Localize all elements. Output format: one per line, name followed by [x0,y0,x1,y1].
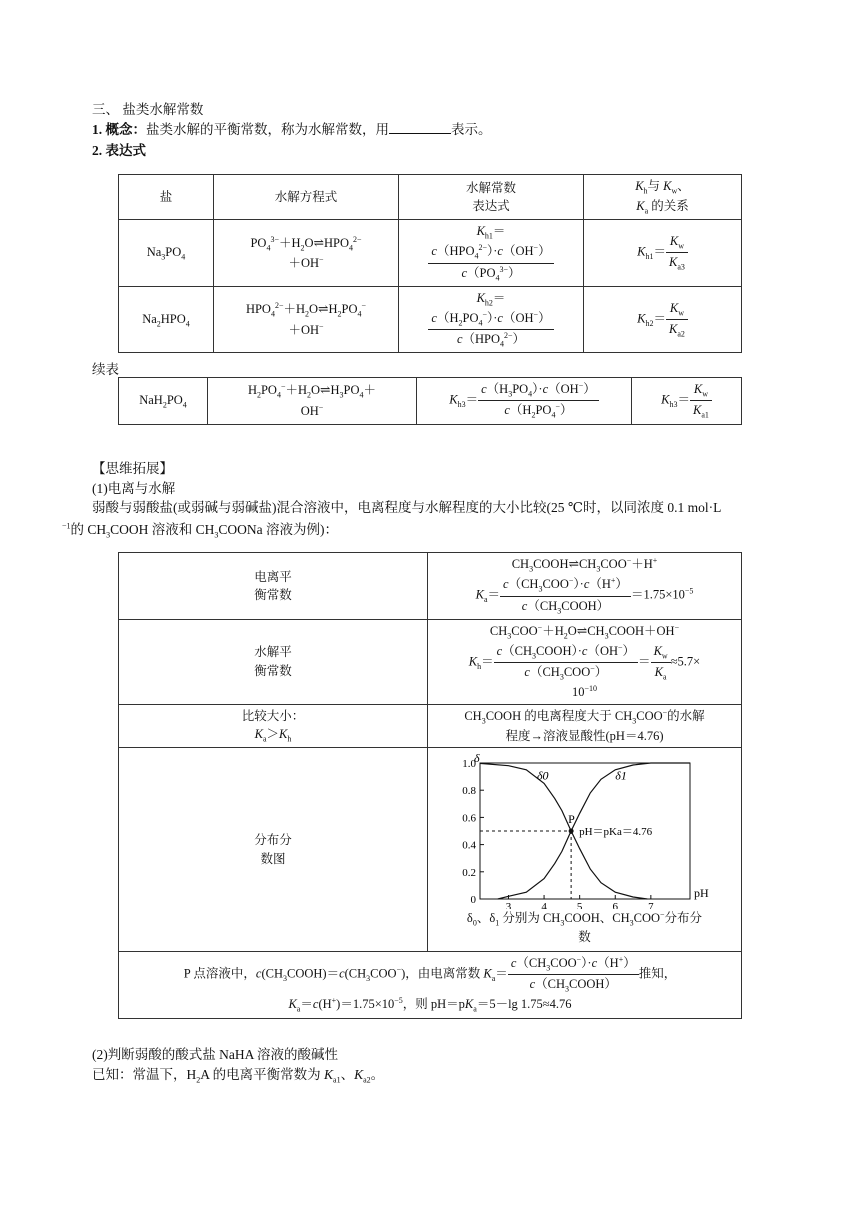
extension-title: 【思维拓展】 [92,461,173,476]
header-relation: $K_h$与 $K_w$、 $K_a$ 的关系 [584,175,742,220]
row-label: 分布分 数图 [119,748,428,952]
concept-label: 1. 概念： [92,122,146,137]
salt-cell: $Na_3PO_4$ [119,220,214,287]
point-p-label: P [567,811,575,826]
table-row [119,952,742,1019]
header-equation: 水解方程式 [214,175,399,220]
ionization-expression-cell: $CH_3COOH\rightleftharpoons CH_3COO^-+H^+$ $K_a=$ $\frac{c(CH_3COO^-)\cdot c(H^+)}{c(CH_3COOH)}$ $=1.75\times 10^{-5}$ [428,553,742,620]
chart-cell [428,748,742,952]
expression-label: 2. 表达式 [92,143,146,158]
salt-cell: $NaH_2PO_4$ [119,378,208,425]
chart-caption: $\delta_0$、$\delta_1$ 分别为 $CH_3COOH$、$CH_3COO^-$分布分 数 [466,909,703,944]
x-axis-label: pH [693,885,709,900]
table-row [119,220,742,287]
concept-line [92,118,492,138]
relation-cell: $K_{h2}=$ $\frac{K_w}{K_{a2}}$ [584,286,742,353]
x-tick-label: 6 [612,900,618,909]
y-tick-label: 0.6 [461,812,476,825]
expression-cell: $K_{h3}=$ $\frac{c(H_3PO_4)\cdot c(OH^-)}{c(H_2PO_4^-)}$ [417,378,632,425]
extension-paragraph-cont: $^{-1}$的 $CH_3COOH$ 溶液和 $CH_3COONa$ 溶液为例)： [62,521,339,540]
concept-text: 盐类水解的平衡常数，称为水解常数，用 [146,122,389,137]
hydrolysis-table [118,174,742,353]
equation-cell: $H_2PO_4^-+H_2O\rightleftharpoons H_3PO_4+$ OH− [208,378,417,425]
y-axis-label: δ [473,752,480,765]
series-label-delta0: δ0 [536,768,549,783]
table-row [119,378,742,425]
section-heading: 三、 盐类水解常数 [92,102,204,117]
y-tick-label: 0 [470,893,476,906]
table-row [119,748,742,952]
extension-sub1: (1)电离与水解 [92,481,176,496]
row-label: 电离平 衡常数 [119,553,428,620]
p-point-cell: P 点溶液中，$c(CH_3COOH)=c(CH_3COO^-)$，由电离常数 $K_a=$ $\frac{c(CH_3COO^-)\cdot c(H^+)}{c(CH_3COOH)}$ 推知， $K_a=c(H^+)=1.75\times 10^{-5}$，则 $pH=pK_a=5-\lg$ 1.75≈4.76 [119,952,742,1019]
header-salt: 盐 [119,175,214,220]
x-tick-label: 3 [505,900,511,909]
table-row [119,553,742,620]
y-tick-label: 1.0 [461,757,476,770]
row-label: 水解平 衡常数 [119,619,428,704]
x-tick-label: 7 [647,900,654,909]
hydrolysis-expression-cell: $CH_3COO^-+H_2O\rightleftharpoons CH_3COOH+OH^-$ $K_h=$ $\frac{c(CH_3COOH)\cdot c(OH^-)}{c(CH_3COO^-)}$ ＝ $\frac{K_w}{K_a}$ ≈5.7× $10^{-10}$ [428,619,742,704]
continued-table [118,377,742,425]
sub2-given: 已知：常温下，$H_2A$ 的电离平衡常数为 $K_{a1}$、$K_{a2}$。 [92,1067,385,1085]
sub2-title: (2)判断弱酸的酸式盐 NaHA 溶液的酸碱性 [92,1047,338,1062]
equation-cell: $HPO_4^{2-}+H_2O\rightleftharpoons H_2PO_4^-$ ＋OH− [214,286,399,353]
y-tick-label: 0.2 [461,866,476,879]
y-tick-label: 0.4 [461,839,476,852]
table-header-row [119,175,742,220]
unit-superscript: −1 [62,521,71,531]
equation-cell: $PO_4^{3-}+H_2O\rightleftharpoons HPO_4^{2-}$ ＋OH− [214,220,399,287]
series-label-delta1: δ1 [614,768,627,783]
relation-cell: $K_{h3}=$ $\frac{K_w}{K_{a1}}$ [632,378,742,425]
relation-cell: $K_{h1}=$ $\frac{K_w}{K_{a3}}$ [584,220,742,287]
row-label: 比较大小： $K_a>K_h$ [119,704,428,747]
salt-cell: $Na_2HPO_4$ [119,286,214,353]
table-row [119,619,742,704]
point-p [568,828,573,833]
comparison-cell: $CH_3COOH$ 的电离程度大于 $CH_3COO^-$的水解 程度→溶液显酸性(pH＝4.76) [428,704,742,747]
table-row [119,704,742,747]
continued-label: 续表 [92,362,119,377]
table-row [119,286,742,353]
concept-tail: 表示。 [451,122,492,137]
extension-paragraph [92,497,812,518]
expression-cell: $K_{h1}=$ $\frac{c(HPO_4^{2-})\cdot c(OH^-)}{c(PO_4^{3-})}$ [399,220,584,287]
point-annotation: pH＝pKa＝4.76 [578,825,652,838]
x-tick-label: 5 [576,900,582,909]
x-tick-label: 4 [540,900,547,909]
y-tick-label: 0.8 [461,785,476,798]
distribution-chart [440,753,730,909]
paragraph-line1: 弱酸与弱酸盐(或弱碱与弱碱盐)混合溶液中，电离程度与水解程度的大小比较(25 ℃时，以同浓度 0.1 mol·L [92,500,722,515]
header-expression: 水解常数 表达式 [399,175,584,220]
expression-cell: $K_{h2}=$ $\frac{c(H_2PO_4^-)\cdot c(OH^-)}{c(HPO_4^{2-})}$ [399,286,584,353]
comparison-table [118,552,742,1019]
fill-blank [389,121,451,134]
